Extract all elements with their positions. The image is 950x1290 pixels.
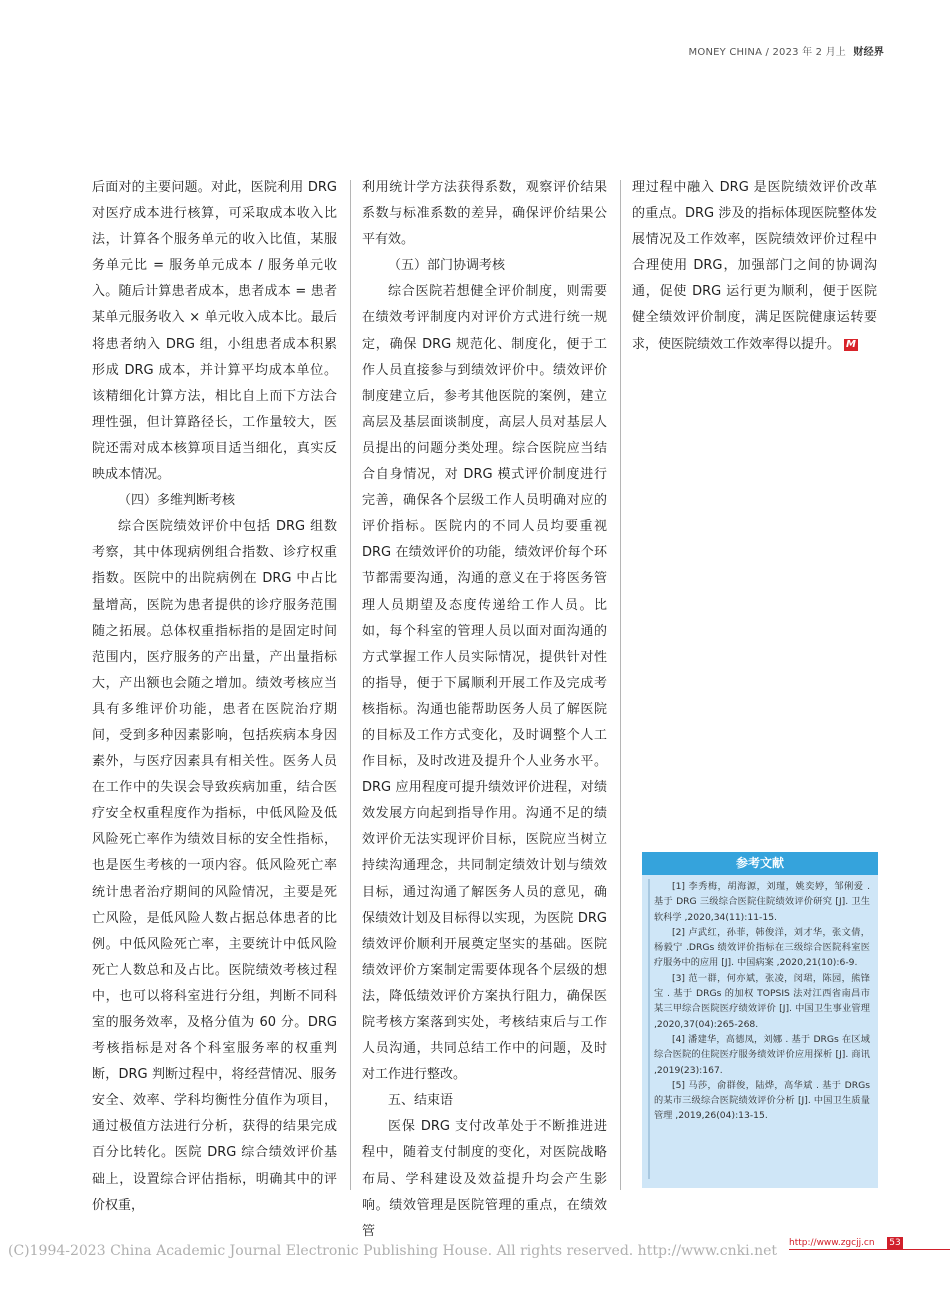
- column-divider: [620, 180, 621, 1190]
- reference-item: [2] 卢武红，孙菲，韩俊洋，刘才华，张文倩，杨毅宁 .DRGs 绩效评价指标在三级综合医院科室医疗服务中的应用 [J]. 中国病案 ,2020,21(10):6-9.: [654, 926, 870, 969]
- column-divider: [350, 180, 351, 1190]
- paragraph: 理过程中融入 DRG 是医院绩效评价改革的重点。DRG 涉及的指标体现医院整体发展情况及工作效率，医院绩效评价过程中合理使用 DRG，加强部门之间的协调沟通，促使 DRG 运行更为顺利，便于医院健全绩效评价制度，满足医院健康运转要求，使医院绩效工作效率得以提升。 M: [632, 180, 877, 352]
- paragraph: 后面对的主要问题。对此，医院利用 DRG 对医疗成本进行核算，可采取成本收入比法，计算各个服务单元的收入比值，某服务单元比 = 服务单元成本 / 服务单元收入。随后计算患者成本，患者成本 = 患者某单元服务收入 × 单元收入成本比。最后将患者纳入 DRG 组，小组患者成本积累形成 DRG 成本，并计算平均成本单位。该精细化计算方法，相比自上而下方法合理性强，但计算路径长，工作量较大，医院还需对成本核算项目适当细化，真实反映成本情况。: [92, 180, 337, 483]
- references-title: 参考文献: [642, 852, 878, 875]
- paragraph: 综合医院若想健全评价制度，则需要在绩效考评制度内对评价方式进行统一规定，确保 DRG 规范化、制度化，便于工作人员直接参与到绩效评价中。绩效评价制度建立后，参考其他医院的案例，建立高层及基层面谈制度，高层人员对基层人员提出的问题分类处理。综合医院应当结合自身情况，对 DRG 模式评价制度进行完善，确保各个层级工作人员明确对应的评价指标。医院内的不同人员均要重视 DRG 在绩效评价的功能，绩效评价每个环节都需要沟通，沟通的意义在于将医务管理人员期望及态度传递给工作人员。比如，每个科室的管理人员以面对面沟通的方式掌握工作人员实际情况，提供针对性的指导，便于下属顺利开展工作及完成考核指标。沟通也能帮助医务人员了解医院的目标及工作方式变化，及时调整个人工作目标，及时改进及提升个人业务水平。DRG 应用程度可提升绩效评价进程，对绩效发展方向起到指导作用。沟通不足的绩效评价无法实现评价目标，医院应当树立持续沟通理念，共同制定绩效计划与绩效目标，通过沟通了解医务人员的意见，确保绩效计划及目标得以实现，为医院 DRG 绩效评价顺利开展奠定坚实的基础。医院绩效评价方案制定需要体现各个层级的想法，降低绩效评价方案执行阻力，确保医院考核方案落到实处，考核结束后与工作人员沟通，共同总结工作中的问题，及时对工作进行整改。: [362, 284, 607, 1083]
- footer-rule: [789, 1249, 950, 1250]
- column-1: [92, 175, 337, 1219]
- running-header: [689, 43, 884, 58]
- conclusion-heading: 五、结束语: [388, 1093, 454, 1109]
- reference-item: [4] 潘建华，高德凤，刘娜 . 基于 DRGs 在区域综合医院的住院医疗服务绩效评价应用探析 [J]. 商讯 ,2019(23):167.: [654, 1033, 870, 1076]
- subheading-5: （五）部门协调考核: [388, 258, 506, 274]
- references-side-bar: [648, 879, 650, 1179]
- subheading-4: （四）多维判断考核: [118, 493, 236, 509]
- reference-item: [5] 马莎，俞群俊，陆烨，高华斌 . 基于 DRGs 的某市三级综合医院绩效评价分析 [J]. 中国卫生质量管理 ,2019,26(04):13-15.: [654, 1079, 870, 1122]
- page-footer: [0, 1238, 950, 1271]
- paragraph: 利用统计学方法获得系数，观察评价结果系数与标准系数的差异，确保评价结果公平有效。: [362, 180, 607, 248]
- end-mark-logo: M: [846, 338, 856, 350]
- page-number: 53: [887, 1237, 903, 1249]
- references-list: [642, 875, 878, 1124]
- column-2: [362, 175, 607, 1245]
- reference-item: [3] 范一群，何亦斌，张凌，闵珺，陈园，熊锋宝 . 基于 DRGs 的加权 TOPSIS 法对江西省南昌市某三甲综合医院医疗绩效评价 [J]. 中国卫生事业管理 ,2020,37(04):265-268.: [654, 972, 870, 1030]
- issue-date: / 2023 年 2 月上: [765, 47, 846, 58]
- journal-url[interactable]: http://www.zgcjj.cn: [789, 1238, 875, 1248]
- paragraph: 医保 DRG 支付改革处于不断推进进程中，随着支付制度的变化，对医院战略布局、学科建设及效益提升均会产生影响。绩效管理是医院管理的重点，在绩效管: [362, 1119, 607, 1239]
- reference-item: [1] 李秀梅，胡海源，刘瑾，姚奕婷，邹俐爱 . 基于 DRG 三级综合医院住院绩效评价研究 [J]. 卫生软科学 ,2020,34(11):11-15.: [654, 881, 870, 923]
- magazine-name: MONEY CHINA: [688, 47, 763, 58]
- references-box: [642, 852, 878, 1188]
- column-3: [632, 175, 877, 358]
- paragraph: 综合医院绩效评价中包括 DRG 组数考察，其中体现病例组合指数、诊疗权重指数。医院中的出院病例在 DRG 中占比量增高，医院为患者提供的诊疗服务范围随之拓展。总体权重指标指的是固定时间范围内，医疗服务的产出量，产出量指标大，产出额也会随之增加。绩效考核应当具有多维评价功能，患者在医院治疗期间，受到多种因素影响，包括疾病本身因素外，与医疗因素具有相关性。医务人员在工作中的失误会导致疾病加重，结合医疗安全权重程度作为指标，中低风险及低风险死亡率作为绩效目标的安全性指标，也是医生考核的一项内容。低风险死亡率统计患者治疗期间的风险情况，主要是死亡风险，是低风险人数占据总体患者的比例。中低风险死亡率，主要统计中低风险死亡人数总和及占比。医院绩效考核过程中，也可以将科室进行分组，判断不同科室的服务效率，及格分值为 60 分。DRG 考核指标是对各个科室服务率的权重判断，DRG 判断过程中，将经营情况、服务安全、效率、学科均衡性分值作为项目，通过极值方法进行分析，获得的结果完成百分比转化。医院 DRG 综合绩效评价基础上，设置综合评估指标，明确其中的评价权重，: [92, 519, 337, 1213]
- section-name: 财经界: [853, 47, 884, 58]
- copyright-watermark: (C)1994-2023 China Academic Journal Electronic Publishing House. All rights reserved. http://www.cnki.net: [8, 1243, 778, 1259]
